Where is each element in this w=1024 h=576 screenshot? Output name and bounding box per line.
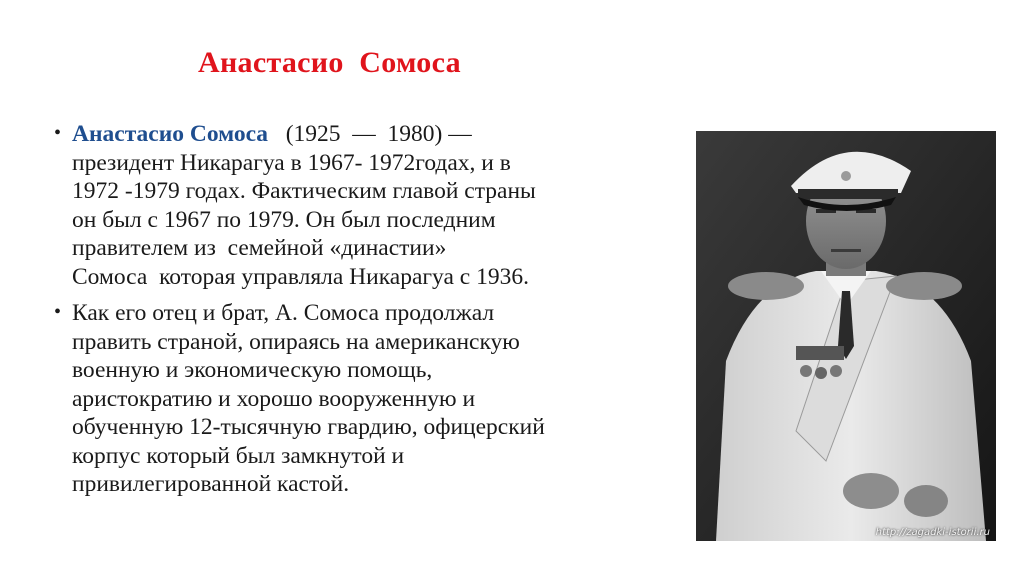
person-name: Анастасио Сомоса (72, 121, 269, 147)
bullet-marker: • (54, 301, 62, 323)
bullet-line: 1972 -1979 годах. Фактическим главой страны (72, 178, 536, 204)
bullet-line: Как его отец и брат, А. Сомоса продолжал (72, 300, 495, 326)
bullet-item-biography (52, 120, 652, 291)
portrait-photo (696, 131, 996, 541)
watermark-text: http://zagadki-istorii.ru (875, 527, 990, 538)
bullet-line: корпус который был замкнутой и (72, 442, 405, 469)
bullet-text: (1925 — 1980) — (268, 121, 472, 147)
portrait-illustration (696, 131, 996, 541)
bullet-line (72, 120, 652, 149)
slide-title: Анастасио Сомоса (198, 46, 461, 79)
bullet-item-rule (52, 299, 652, 499)
bullet-line: правителем из семейной «династии» (72, 235, 447, 261)
bullet-line: президент Никарагуа в 1967- 1972годах, и в (72, 149, 511, 176)
bullet-line: Сомоса которая управляла Никарагуа с 1936. (72, 263, 529, 290)
bullet-list (52, 120, 652, 507)
bullet-line: аристократию и хорошо вооруженную и (72, 385, 476, 412)
bullet-line: он был с 1967 по 1979. Он был последним (72, 206, 496, 233)
bullet-marker: • (54, 122, 62, 144)
bullet-line: обученную 12-тысячную гвардию, офицерский (72, 414, 545, 440)
bullet-line: военную и экономическую помощь, (72, 357, 433, 383)
bullet-line: править страной, опираясь на американскую (72, 328, 520, 355)
bullet-line: привилегированной кастой. (72, 471, 350, 497)
